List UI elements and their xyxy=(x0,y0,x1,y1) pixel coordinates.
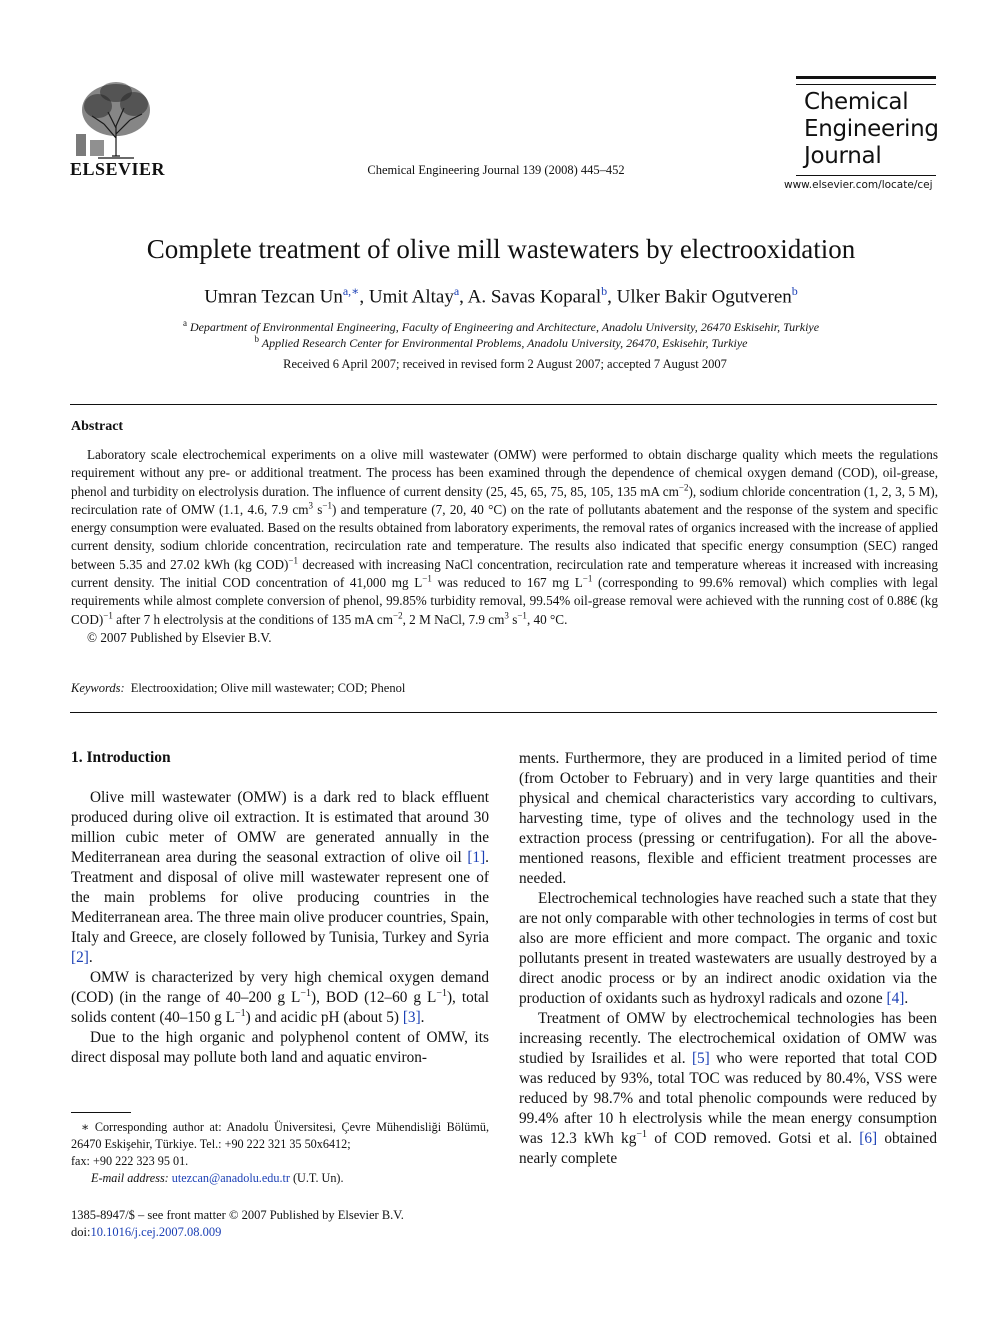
journal-citation: Chemical Engineering Journal 139 (2008) 445–452 xyxy=(367,163,625,177)
author-name: Umit Altay xyxy=(368,286,454,308)
section-heading-introduction: 1. Introduction xyxy=(71,749,171,766)
citation-link[interactable]: [4] xyxy=(886,990,905,1007)
journal-logo xyxy=(796,76,939,179)
author-name: Umran Tezcan Un xyxy=(204,286,343,308)
affiliation-sup: b xyxy=(254,334,259,344)
journal-name-line: Journal xyxy=(804,143,882,169)
journal-name-line: Engineering xyxy=(804,116,939,142)
author-list: Umran Tezcan Un$^{a,∗}$, Umit Altay$^a$, A. Savas Koparal$^b$, Ulker Bakir Ogutveren$^b$ xyxy=(204,284,798,308)
affiliation xyxy=(0,318,992,335)
corresponding-author-footnote xyxy=(71,1119,489,1187)
body-column-left xyxy=(71,788,489,1068)
body-column-right xyxy=(519,749,937,1169)
citation-link[interactable]: [3] xyxy=(402,1009,421,1026)
paragraph: Due to the high organic and polyphenol content of OMW, its direct disposal may pollute both land and aquatic environ- xyxy=(71,1029,489,1066)
keywords-label: Keywords: xyxy=(71,681,125,695)
doi-label: doi: xyxy=(71,1225,91,1239)
abstract-body xyxy=(71,446,938,647)
author-sup[interactable]: a xyxy=(453,284,460,298)
received-dates: Received 6 April 2007; received in revised form 2 August 2007; accepted 7 August 2007 xyxy=(283,357,727,371)
footnote-fax: fax: +90 222 323 95 01. xyxy=(71,1154,189,1168)
keywords-text: Electrooxidation; Olive mill wastewater; COD; Phenol xyxy=(130,681,406,695)
journal-name-line: Chemical xyxy=(804,89,909,115)
front-matter xyxy=(71,1207,404,1241)
paragraph: ments. Furthermore, they are produced in a limited period of time (from October to February) and in very large quantities and their physical and chemical characteristics vary according to cultivars, harvesting time, type of olives and the technology used in the extraction process (pressing or centrifugation). For all the above-mentioned reasons, flexible and efficient treatment processes are needed. xyxy=(519,750,937,887)
paragraph: Electrochemical technologies have reached such a state that they are not only comparable with other technologies in terms of cost but also are more efficient and more compact. The organic and toxic pollutants present in treated wastewaters are usually destroyed by a direct anodic process or by an indirect anodic oxidation via the production of oxidants such as hydroxyl radicals and ozone [4]. xyxy=(519,890,937,1007)
author-name: A. Savas Koparal xyxy=(467,286,602,308)
doi-line xyxy=(71,1224,404,1241)
email-link[interactable]: utezcan@anadolu.edu.tr xyxy=(171,1171,290,1185)
affiliation-sup: a xyxy=(182,318,187,328)
abstract-text: Laboratory scale electrochemical experiments on a olive mill wastewater (OMW) were performed to obtain discharge quality which meets the regulations requirement without any pre- or additional treatment. The process has been examined through the dependence of chemical oxygen demand (COD), oil-grease, phenol and turbidity on electrolysis duration. The influence of current density (25, 45, 65, 75, 85, 105, 135 mA $cm^{-2}$), sodium chloride concentration (1, 2, 3, 5 M), recirculation rate of OMW (1.1, 4.6, 7.9 $cm^3$ $s^{-1}$) and temperature (7, 20, 40 °C) on the rate of pollutants abatement and the response of the system and specific energy consumption were evaluated. Based on the results obtained from laboratory experiments, the removal rates of organics increased with the increase of applied current density, sodium chloride concentration, recirculation rate and temperature. The results also indicated that specific energy consumption (SEC) ranged between 5.35 and 27.02 kWh (kg COD)$^{-1}$ decreased with increasing NaCl concentration, recirculation rate and temperature whereas it increased with increasing current density. The initial COD concentration of 41,000 mg $L^{-1}$ was reduced to 167 mg $L^{-1}$ (corresponding to 99.6% removal) which complies with legal requirements while almost complete conversion of phenol, 99.85% turbidity removal, 99.54% oil-grease removal were achieved with the running cost of 0.88€ (kg COD)$^{-1}$ after 7 h electrolysis at the conditions of 135 mA $cm^{-2}$, 2 M NaCl, 7.9 $cm^3$ $s^{-1}$, 40 °C. xyxy=(71,447,939,627)
journal-url-link[interactable]: www.elsevier.com/locate/cej xyxy=(784,179,933,191)
paragraph: OMW is characterized by very high chemical oxygen demand (COD) (in the range of 40–200 g $L^{-1}$), BOD (12–60 g $L^{-1}$), total solids content (40–150 g $L^{-1}$) and acidic pH (about 5) [3]. xyxy=(71,969,490,1026)
citation-link[interactable]: [5] xyxy=(691,1050,710,1067)
citation-link[interactable]: [1] xyxy=(467,849,486,866)
affiliation-text: Department of Environmental Engineering, Faculty of Engineering and Architecture, Anadolu University, 26470 Eskisehir, Turkiye xyxy=(189,320,820,334)
doi-link[interactable]: 10.1016/j.cej.2007.08.009 xyxy=(90,1225,222,1239)
footnote-corresponding: ∗ Corresponding author at: Anadolu Üniversitesi, Çevre Mühendisliği Bölümü, 26470 Eskişehir, Türkiye. Tel.: +90 222 321 35 50x6412; xyxy=(71,1120,489,1151)
email-suffix: (U.T. Un). xyxy=(293,1171,344,1185)
footnote-rule xyxy=(71,1112,131,1113)
keywords xyxy=(71,681,405,696)
author-sup[interactable]: b xyxy=(791,284,798,298)
footnote-email-line xyxy=(71,1170,489,1187)
article-title: Complete treatment of olive mill wastewaters by electrooxidation xyxy=(146,234,856,264)
author-name: Ulker Bakir Ogutveren xyxy=(616,286,792,308)
publisher-name: ELSEVIER xyxy=(70,159,166,179)
author-sup[interactable]: b xyxy=(601,284,608,298)
citation-link[interactable]: [6] xyxy=(859,1130,878,1147)
affiliation-text: Applied Research Center for Environmental Problems, Anadolu University, 26470, Eskisehir, Turkiye xyxy=(261,336,748,350)
email-label: E-mail address: xyxy=(91,1171,169,1185)
abstract-heading: Abstract xyxy=(71,419,124,434)
paragraph: Treatment of OMW by electrochemical technologies has been increasing recently. The electrochemical oxidation of OMW was studied by Israilides et al. [5] who were reported that total COD was reduced by 93%, total TOC was reduced by 80.4%, VSS were reduced by 98.7% and total phenolic compounds were reduced by 99.4% after 10 h electrolysis while the mean energy consumption was 12.3 kWh $kg^{-1}$ of COD removed. Gotsi et al. [6] obtained nearly complete xyxy=(519,1010,937,1167)
author-sup[interactable]: a,∗ xyxy=(342,284,360,298)
citation-link[interactable]: [2] xyxy=(71,949,89,966)
copyright-notice: © 2007 Published by Elsevier B.V. xyxy=(87,629,272,645)
divider xyxy=(70,404,937,405)
issn-line: 1385-8947/$ – see front matter © 2007 Published by Elsevier B.V. xyxy=(71,1208,404,1222)
divider xyxy=(70,712,937,713)
affiliation xyxy=(0,334,992,351)
journal-name xyxy=(804,89,939,170)
paragraph: Olive mill wastewater (OMW) is a dark red to black effluent produced during olive oil extraction. It is estimated that around 30 million cubic meter of OMW are generated annually in the Mediterranean area during the seasonal extraction of olive oil [1]. Treatment and disposal of olive mill wastewater represent one of the main problems for olive producing countries in the Mediterranean area. The three main olive producer countries, Spain, Italy and Greece, are closely followed by Tunisia, Turkey and Syria [2]. xyxy=(71,789,489,966)
